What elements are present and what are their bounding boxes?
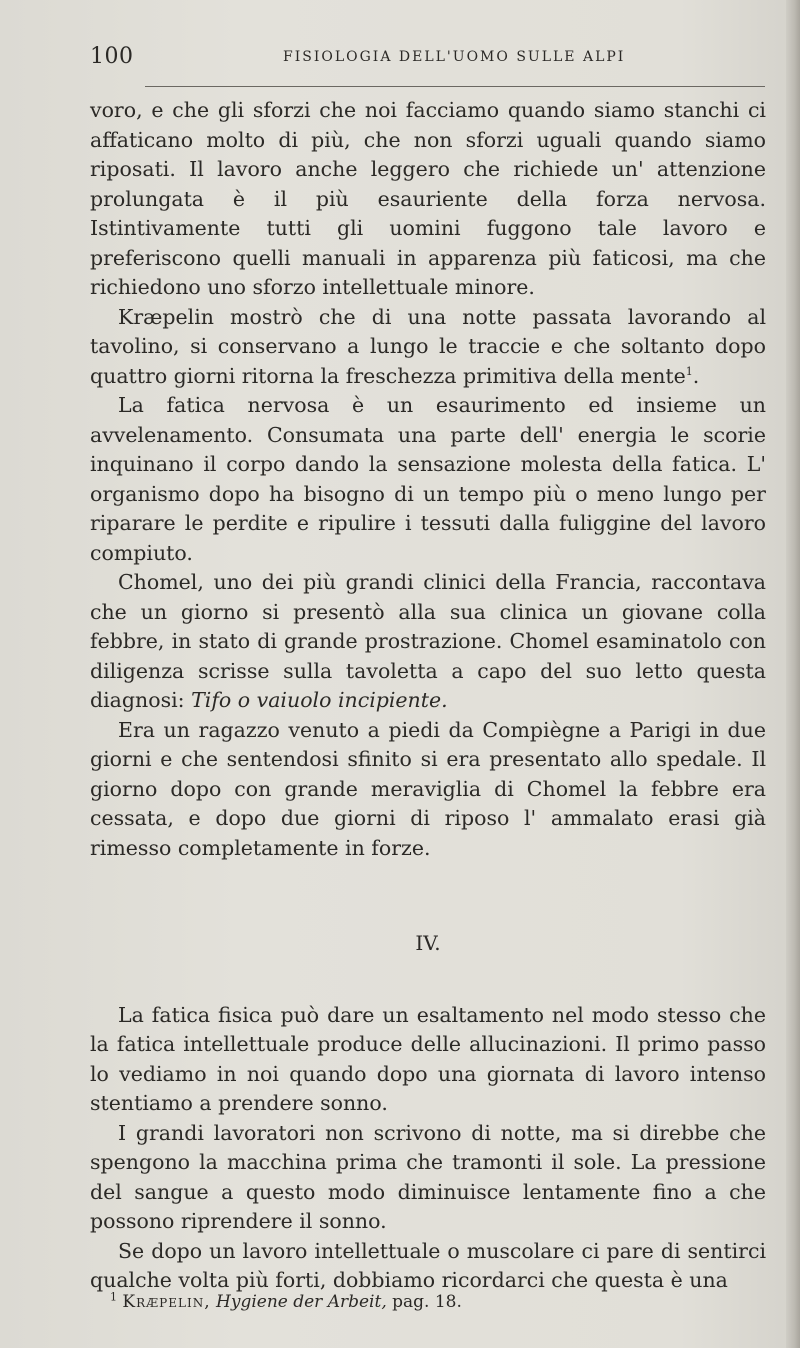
body-text: [90, 96, 766, 1296]
paragraph-1: voro, e che gli sforzi che noi facciamo quando siamo stanchi ci affaticano molto di più, che non sforzi uguali quando siamo riposati. Il lavoro anche leggero che richiede un' attenzione prolungata è il più esauriente della forza nervosa. Istintivamente tutti gli uomini fuggono tale lavoro e preferiscono quelli manuali in apparenza più faticosi, ma che richiedono uno sforzo intellettuale minore.: [90, 98, 766, 299]
diagnosis-text: Tifo o vaiuolo incipiente.: [191, 688, 448, 712]
footnote-author: Kræpelin,: [122, 1292, 211, 1312]
footnote-mark: 1: [110, 1290, 117, 1304]
paragraph-6: La fatica fisica può dare un esaltamento nel modo stesso che la fatica intellettuale produce delle allucinazioni. Il primo passo lo vediamo in noi quando dopo una giornata di lavoro intenso stentiamo a prendere sonno.: [90, 1002, 766, 1115]
page-header: [90, 44, 780, 70]
running-head: FISIOLOGIA DELL'UOMO SULLE ALPI: [283, 49, 626, 65]
paragraph-4-text: Chomel, uno dei più grandi clinici della Francia, raccontava che un giorno si presentò alla sua clinica un giovane colla febbre, in stato di grande prostrazione. Chomel esaminatolo con diligenza scrisse sulla tavoletta a capo del suo letto questa diagnosi:: [90, 570, 766, 712]
paragraph-2-text: Kræpelin mostrò che di una notte passata lavorando al tavolino, si conservano a lungo le traccie e che soltanto dopo quattro giorni ritorna la freschezza primitiva della mente: [90, 304, 766, 388]
paragraph-8: Se dopo un lavoro intellettuale o muscolare ci pare di sentirci qualche volta più forti, dobbiamo ricordarci che questa è una: [90, 1238, 766, 1292]
section-heading: IV.: [415, 931, 441, 955]
paragraph-2-end: .: [692, 363, 700, 388]
paragraph-3: La fatica nervosa è un esaurimento ed insieme un avvelenamento. Consumata una parte dell' energia le scorie inquinano il corpo dando la sensazione molesta della fatica. L' organismo dopo ha bisogno di un tempo più o meno lungo per riparare le perdite e ripulire i tessuti dalla fuliggine del lavoro compiuto.: [90, 393, 766, 565]
footnote-page: pag. 18.: [392, 1292, 462, 1312]
footnote: [110, 1292, 462, 1312]
paragraph-5: Era un ragazzo venuto a piedi da Compiègne a Parigi in due giorni e che sentendosi sfinito si era presentato allo spedale. Il giorno dopo con grande meraviglia di Chomel la febbre era cessata, e dopo due giorni di riposo l' ammalato erasi già rimesso completamente in forze.: [90, 717, 766, 860]
paragraph-4: [90, 568, 766, 716]
paragraph-7: I grandi lavoratori non scrivono di notte, ma si direbbe che spengono la macchina prima che tramonti il sole. La pressione del sangue a questo modo diminuisce lentamente fino a che possono riprendere il sonno.: [90, 1120, 766, 1233]
page-number: 100: [90, 44, 134, 69]
footnote-reference: 1: [685, 364, 693, 378]
paragraph-2: [90, 303, 766, 392]
page-edge-shadow: [786, 0, 800, 1348]
footnote-title: Hygiene der Arbeit,: [216, 1292, 387, 1312]
header-rule: [145, 86, 765, 87]
